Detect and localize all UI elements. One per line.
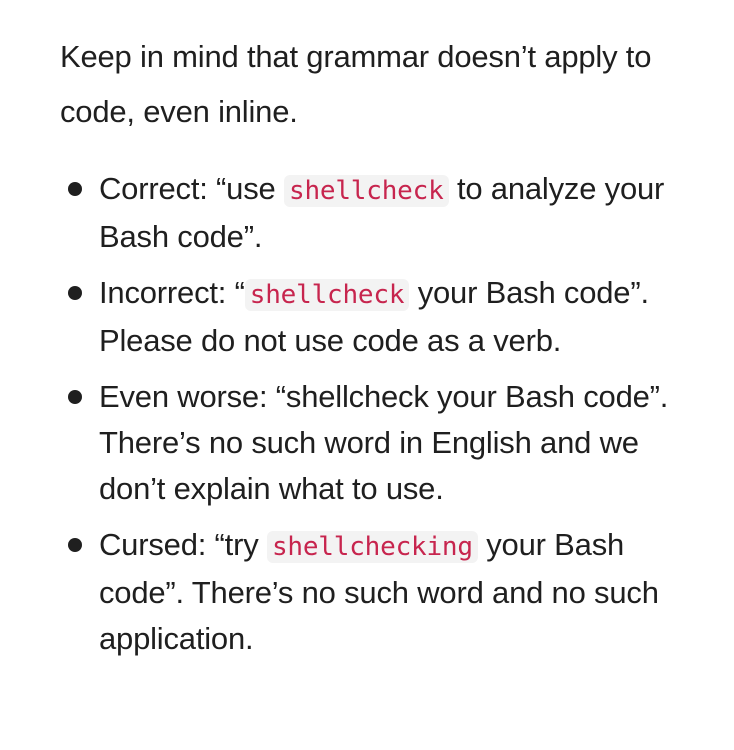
bullet-text: Even worse: “shellcheck your Bash code”. There’s no such word in English and we don’t explain what to use.	[99, 379, 669, 506]
list-item-cursed	[60, 522, 694, 662]
bullet-text-before: Incorrect: “	[99, 275, 245, 310]
bullet-text-before: Correct: “use	[99, 171, 284, 206]
inline-code: shellchecking	[267, 531, 478, 563]
bullet-dot-icon	[68, 538, 82, 552]
list-item-incorrect	[60, 270, 694, 364]
bullet-text-before: Cursed: “try	[99, 527, 267, 562]
bullet-dot-icon	[68, 286, 82, 300]
bullet-dot-icon	[68, 390, 82, 404]
inline-code: shellcheck	[284, 175, 449, 207]
bullet-text-after: your Bash code”. There’s no such word and no such application.	[99, 527, 659, 656]
inline-code: shellcheck	[245, 279, 410, 311]
examples-list	[60, 166, 694, 662]
bullet-text-after: your Bash code”. Please do not use code as a verb.	[99, 275, 649, 358]
list-item-even-worse	[60, 374, 694, 512]
bullet-text-after: to analyze your Bash code”.	[99, 171, 665, 254]
list-item-correct	[60, 166, 694, 260]
intro-paragraph: Keep in mind that grammar doesn’t apply to code, even inline.	[60, 39, 652, 129]
bullet-dot-icon	[68, 182, 82, 196]
